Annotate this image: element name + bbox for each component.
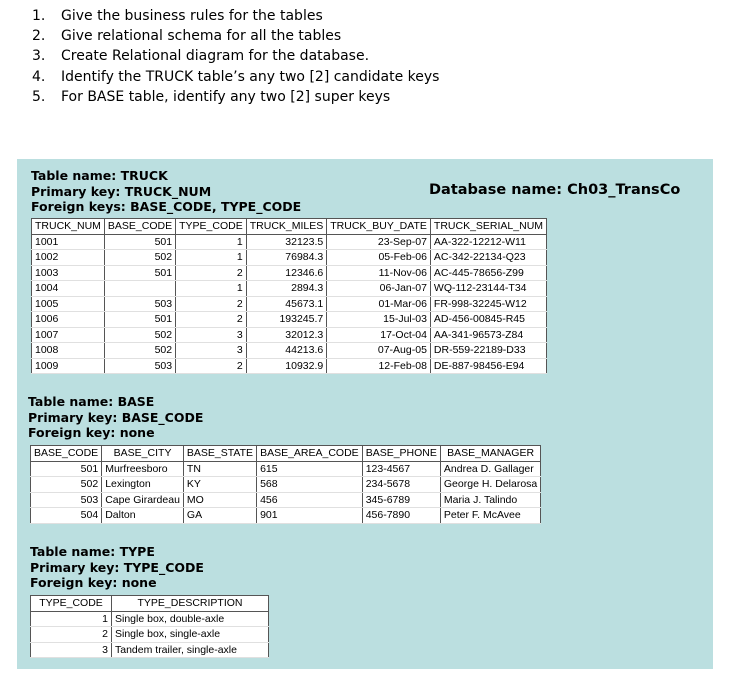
cell: 1: [176, 234, 247, 250]
table-row: [31, 477, 541, 493]
cell: 501: [104, 265, 175, 281]
table-row: [31, 611, 269, 627]
cell: 193245.7: [246, 312, 327, 328]
cell: MO: [183, 492, 256, 508]
database-panel: [17, 159, 713, 669]
col-header: BASE_PHONE: [362, 446, 440, 462]
cell: Murfreesboro: [102, 461, 184, 477]
type-table-meta: [30, 544, 204, 591]
cell: 456: [257, 492, 363, 508]
cell: 615: [257, 461, 363, 477]
type-header-row: [31, 596, 269, 612]
cell: 501: [31, 461, 102, 477]
cell: 1004: [32, 281, 105, 297]
col-header: TRUCK_NUM: [32, 219, 105, 235]
cell: TN: [183, 461, 256, 477]
base-table-meta: [28, 394, 203, 441]
col-header: BASE_CODE: [104, 219, 175, 235]
cell: 2: [176, 296, 247, 312]
col-header: TYPE_CODE: [31, 596, 112, 612]
type-table-name: Table name: TYPE: [30, 544, 155, 559]
cell: 1002: [32, 250, 105, 266]
cell: 3: [176, 343, 247, 359]
cell: GA: [183, 508, 256, 524]
col-header: BASE_CITY: [102, 446, 184, 462]
table-row: [31, 627, 269, 643]
truck-table-meta: [31, 168, 301, 215]
cell: 503: [31, 492, 102, 508]
cell: 502: [104, 343, 175, 359]
type-primary-key: Primary key: TYPE_CODE: [30, 559, 204, 575]
col-header: TRUCK_BUY_DATE: [327, 219, 431, 235]
truck-table: [31, 218, 547, 374]
cell: 1007: [32, 327, 105, 343]
question-item: [0, 6, 439, 26]
cell: 2: [176, 312, 247, 328]
cell: 45673.1: [246, 296, 327, 312]
cell: AC-342-22134-Q23: [430, 250, 546, 266]
base-table-name: Table name: BASE: [28, 394, 155, 409]
table-row: [32, 250, 547, 266]
table-row: [31, 642, 269, 658]
table-row: [31, 461, 541, 477]
cell: Single box, double-axle: [112, 611, 269, 627]
question-text: Give relational schema for all the tables: [61, 28, 342, 45]
cell: Single box, single-axle: [112, 627, 269, 643]
cell: 06-Jan-07: [327, 281, 431, 297]
table-row: [32, 327, 547, 343]
cell: 568: [257, 477, 363, 493]
cell: 234-5678: [362, 477, 440, 493]
cell: DE-887-98456-E94: [430, 358, 546, 374]
table-row: [32, 296, 547, 312]
question-text: Create Relational diagram for the database.: [61, 48, 370, 65]
question-number: 5.: [32, 88, 46, 105]
cell: AA-322-12212-W11: [430, 234, 546, 250]
col-header: TYPE_CODE: [176, 219, 247, 235]
base-table: [30, 445, 541, 524]
col-header: BASE_MANAGER: [440, 446, 540, 462]
cell: 07-Aug-05: [327, 343, 431, 359]
cell: 12346.6: [246, 265, 327, 281]
base-foreign-key: Foreign key: none: [28, 425, 155, 440]
base-header-row: [31, 446, 541, 462]
cell: Maria J. Talindo: [440, 492, 540, 508]
cell: 1006: [32, 312, 105, 328]
cell: 1: [176, 281, 247, 297]
table-row: [32, 281, 547, 297]
question-number: 1.: [32, 8, 46, 24]
truck-table-name: Table name: TRUCK: [31, 168, 168, 183]
truck-primary-key: Primary key: TRUCK_NUM: [31, 183, 212, 199]
cell: 502: [104, 250, 175, 266]
cell: 2: [176, 358, 247, 374]
question-item: [0, 26, 439, 46]
cell: 901: [257, 508, 363, 524]
table-row: [32, 234, 547, 250]
col-header: TYPE_DESCRIPTION: [112, 596, 269, 612]
cell: AC-445-78656-Z99: [430, 265, 546, 281]
type-table: [30, 595, 269, 658]
question-number: 4.: [32, 68, 46, 85]
cell: [104, 281, 175, 297]
cell: 504: [31, 508, 102, 524]
question-list: [0, 6, 439, 107]
cell: 15-Jul-03: [327, 312, 431, 328]
cell: 1001: [32, 234, 105, 250]
question-item: [0, 67, 439, 87]
cell: DR-559-22189-D33: [430, 343, 546, 359]
cell: Lexington: [102, 477, 184, 493]
cell: Andrea D. Gallager: [440, 461, 540, 477]
cell: Dalton: [102, 508, 184, 524]
cell: 44213.6: [246, 343, 327, 359]
col-header: TRUCK_MILES: [246, 219, 327, 235]
cell: 503: [104, 358, 175, 374]
cell: FR-998-32245-W12: [430, 296, 546, 312]
col-header: TRUCK_SERIAL_NUM: [430, 219, 546, 235]
cell: 11-Nov-06: [327, 265, 431, 281]
cell: 1003: [32, 265, 105, 281]
cell: 2: [176, 265, 247, 281]
cell: 23-Sep-07: [327, 234, 431, 250]
col-header: BASE_CODE: [31, 446, 102, 462]
table-row: [32, 265, 547, 281]
table-row: [32, 343, 547, 359]
question-text: For BASE table, identify any two [2] super keys: [61, 88, 391, 105]
col-header: BASE_AREA_CODE: [257, 446, 363, 462]
cell: 1005: [32, 296, 105, 312]
cell: 12-Feb-08: [327, 358, 431, 374]
table-row: [32, 358, 547, 374]
cell: 10932.9: [246, 358, 327, 374]
cell: 2: [31, 627, 112, 643]
truck-header-row: [32, 219, 547, 235]
cell: 01-Mar-06: [327, 296, 431, 312]
base-primary-key: Primary key: BASE_CODE: [28, 409, 204, 425]
cell: AA-341-96573-Z84: [430, 327, 546, 343]
cell: 1: [31, 611, 112, 627]
cell: AD-456-00845-R45: [430, 312, 546, 328]
table-row: [31, 508, 541, 524]
table-row: [32, 312, 547, 328]
cell: WQ-112-23144-T34: [430, 281, 546, 297]
type-foreign-key: Foreign key: none: [30, 575, 157, 590]
truck-foreign-keys: Foreign keys: BASE_CODE, TYPE_CODE: [31, 199, 302, 214]
cell: Cape Girardeau: [102, 492, 184, 508]
question-number: 3.: [32, 48, 46, 65]
cell: 502: [104, 327, 175, 343]
cell: 1008: [32, 343, 105, 359]
cell: 501: [104, 234, 175, 250]
cell: 17-Oct-04: [327, 327, 431, 343]
question-text: Give the business rules for the tables: [61, 8, 323, 24]
col-header: BASE_STATE: [183, 446, 256, 462]
cell: 3: [176, 327, 247, 343]
question-item: [0, 46, 439, 66]
cell: Tandem trailer, single-axle: [112, 642, 269, 658]
cell: 502: [31, 477, 102, 493]
cell: 32123.5: [246, 234, 327, 250]
cell: 3: [31, 642, 112, 658]
cell: 501: [104, 312, 175, 328]
cell: 123-4567: [362, 461, 440, 477]
cell: 76984.3: [246, 250, 327, 266]
table-row: [31, 492, 541, 508]
cell: 1: [176, 250, 247, 266]
cell: 32012.3: [246, 327, 327, 343]
question-text: Identify the TRUCK table’s any two [2] candidate keys: [61, 68, 440, 85]
cell: 503: [104, 296, 175, 312]
question-item: [0, 87, 439, 107]
database-name: Database name: Ch03_TransCo: [429, 182, 681, 198]
question-number: 2.: [32, 28, 46, 45]
cell: 2894.3: [246, 281, 327, 297]
cell: Peter F. McAvee: [440, 508, 540, 524]
cell: George H. Delarosa: [440, 477, 540, 493]
cell: 05-Feb-06: [327, 250, 431, 266]
cell: KY: [183, 477, 256, 493]
cell: 345-6789: [362, 492, 440, 508]
cell: 1009: [32, 358, 105, 374]
cell: 456-7890: [362, 508, 440, 524]
